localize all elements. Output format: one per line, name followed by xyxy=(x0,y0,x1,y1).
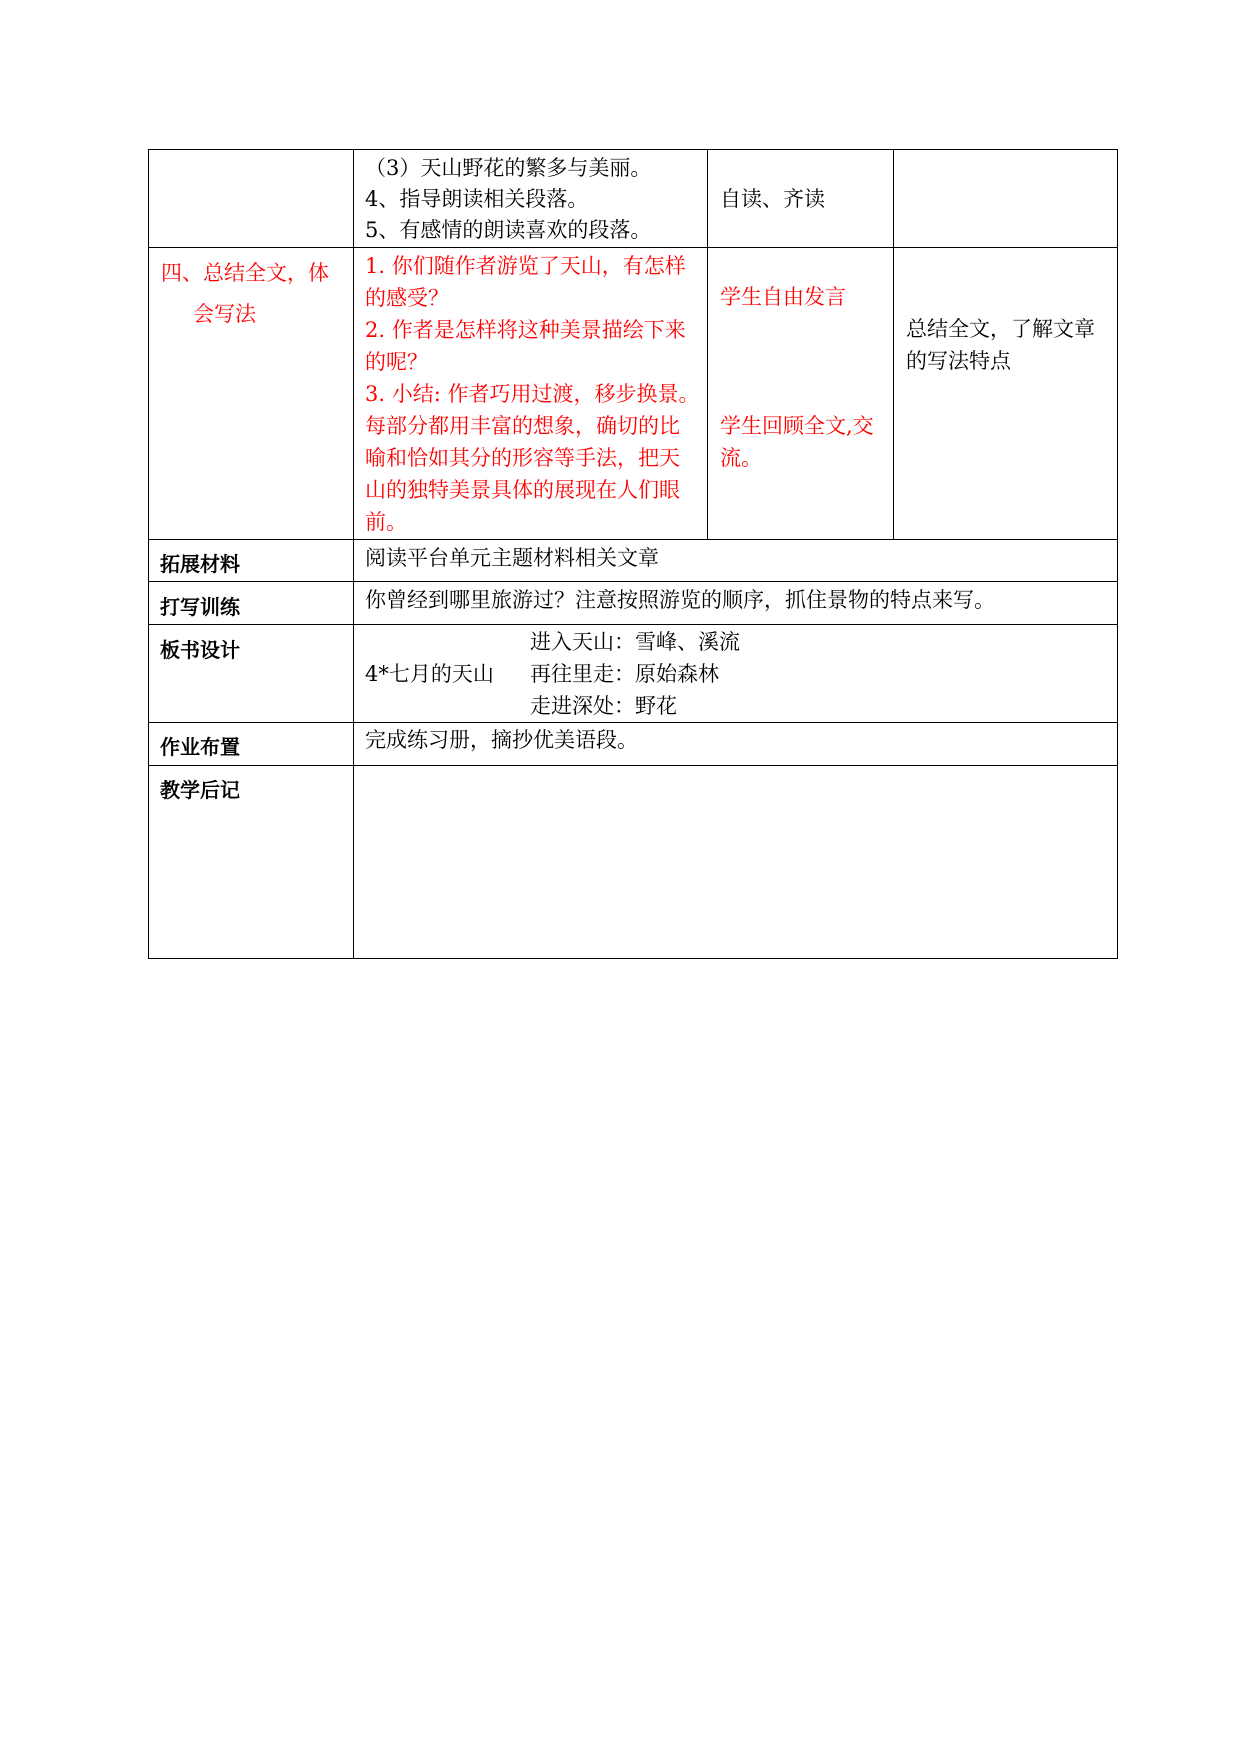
teacher-activity-line-2: 的感受？ xyxy=(365,286,449,310)
step-heading-line-1: 四、总结全文，体 xyxy=(161,261,329,285)
student-activity-speak: 学生自由发言 xyxy=(720,285,846,309)
extension-content: 阅读平台单元主题材料相关文章 xyxy=(365,546,659,570)
teacher-activity-line-1: 1. 你们随作者游览了天山，有怎样 xyxy=(365,254,686,278)
board-title: 4*七月的天山 xyxy=(365,662,494,686)
teacher-activity-line-3: 2. 作者是怎样将这种美景描绘下来 xyxy=(365,318,686,342)
board-line-1: 进入天山：雪峰、溪流 xyxy=(530,630,740,654)
design-intent-line-1: 总结全文，了解文章 xyxy=(906,317,1095,341)
notes-label: 教学后记 xyxy=(160,778,240,802)
design-intent-line-2: 的写法特点 xyxy=(906,349,1011,373)
board-line-2: 再往里走：原始森林 xyxy=(530,662,719,686)
teacher-activity-line-8: 山的独特美景具体的展现在人们眼 xyxy=(365,478,680,502)
homework-label: 作业布置 xyxy=(160,735,240,759)
board-line-3: 走进深处：野花 xyxy=(530,694,677,718)
extension-label: 拓展材料 xyxy=(160,552,240,576)
homework-content: 完成练习册，摘抄优美语段。 xyxy=(365,728,638,752)
teacher-activity-line-6: 每部分都用丰富的想象，确切的比 xyxy=(365,414,680,438)
teacher-activity-line-4: 的呢？ xyxy=(365,350,428,374)
writing-content: 你曾经到哪里旅游过？注意按照游览的顺序，抓住景物的特点来写。 xyxy=(365,588,995,612)
teacher-activity-line-5: 3. 小结: 作者巧用过渡，移步换景。 xyxy=(365,382,700,406)
student-activity-reading: 自读、齐读 xyxy=(720,187,825,211)
board-label: 板书设计 xyxy=(160,638,240,662)
student-activity-review-line-2: 流。 xyxy=(720,446,762,470)
student-activity-review-line-1: 学生回顾全文,交 xyxy=(720,414,874,438)
teacher-activity-line-7: 喻和恰如其分的形容等手法，把天 xyxy=(365,446,680,470)
teaching-step-4: 4、指导朗读相关段落。 xyxy=(365,187,589,211)
writing-label: 打写训练 xyxy=(160,595,240,619)
step-heading-line-2: 会写法 xyxy=(193,302,256,326)
teaching-step-3: （3）天山野花的繁多与美丽。 xyxy=(365,156,652,180)
teaching-step-5: 5、有感情的朗读喜欢的段落。 xyxy=(365,218,652,242)
teacher-activity-line-9: 前。 xyxy=(365,510,407,534)
